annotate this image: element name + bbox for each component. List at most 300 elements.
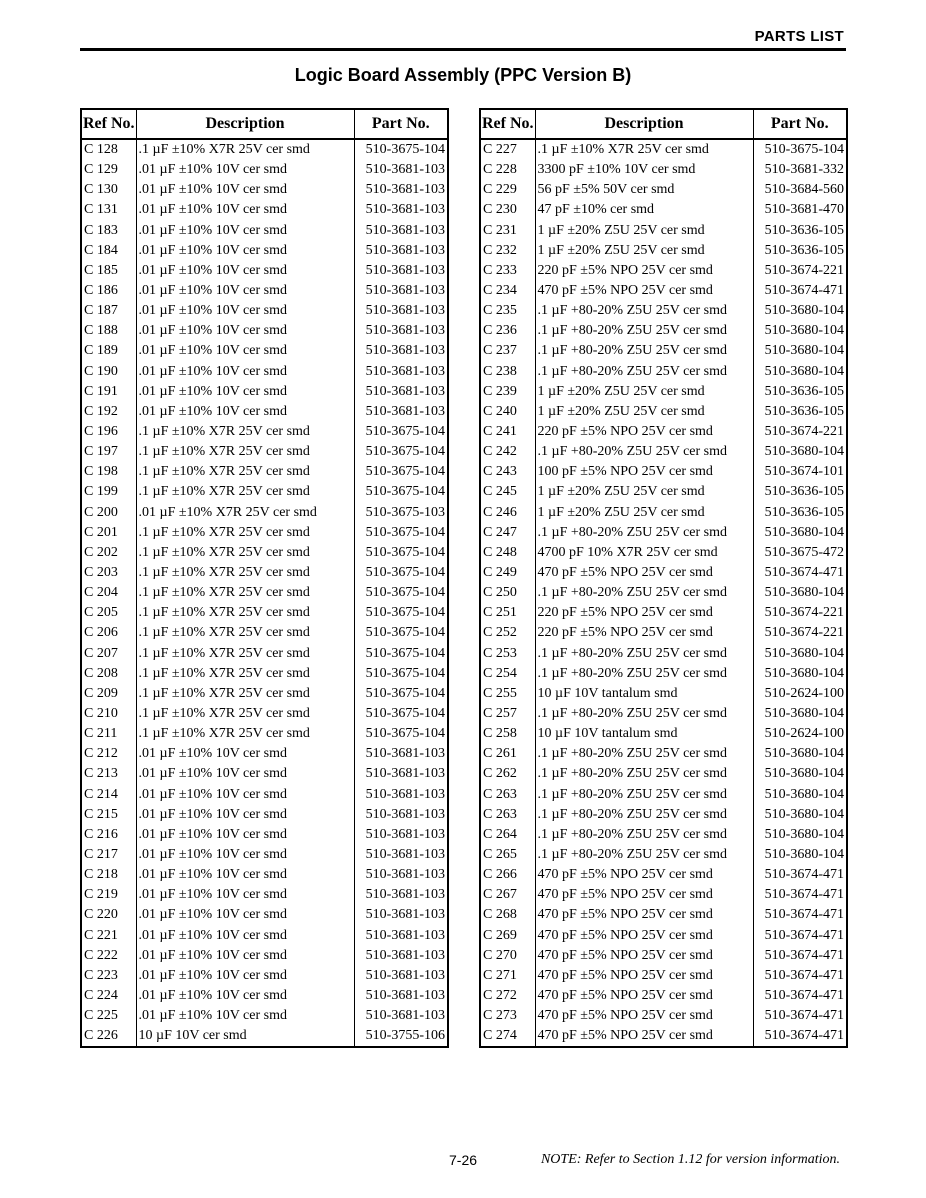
ref-cell: C 203: [81, 563, 136, 583]
table-row: [480, 422, 847, 442]
table-row: [480, 462, 847, 482]
part-number-cell: 510-3681-103: [365, 806, 445, 822]
table-row: [480, 805, 847, 825]
section-label: PARTS LIST: [754, 28, 844, 45]
description-cell: 470 pF ±5% NPO 25V cer smd: [535, 946, 753, 966]
table-row: [480, 241, 847, 261]
part-number-cell: 510-3681-103: [365, 907, 445, 923]
part-number-cell: 510-3675-104: [764, 142, 844, 158]
description-cell: 3300 pF ±10% 10V cer smd: [535, 160, 753, 180]
ref-cell: C 242: [480, 442, 535, 462]
ref-cell: C 270: [480, 946, 535, 966]
ref-cell: C 190: [81, 362, 136, 382]
ref-cell: C 225: [81, 1006, 136, 1026]
table-row: [480, 160, 847, 180]
description-cell: 1 µF ±20% Z5U 25V cer smd: [535, 482, 753, 502]
table-row: [480, 925, 847, 945]
part-number-cell: 510-3674-471: [764, 947, 844, 963]
table-row: [81, 603, 448, 623]
part-number-cell: 510-3674-471: [764, 283, 844, 299]
part-number-cell: 510-3680-104: [764, 524, 844, 540]
description-cell: 100 pF ±5% NPO 25V cer smd: [535, 462, 753, 482]
part-number-cell: 510-3674-471: [764, 967, 844, 983]
description-cell: 470 pF ±5% NPO 25V cer smd: [535, 986, 753, 1006]
ref-cell: C 268: [480, 905, 535, 925]
description-cell: .1 µF ±10% X7R 25V cer smd: [136, 684, 354, 704]
description-cell: .01 µF ±10% 10V cer smd: [136, 885, 354, 905]
part-number-cell: 510-3680-104: [764, 766, 844, 782]
ref-cell: C 269: [480, 925, 535, 945]
ref-cell: C 209: [81, 684, 136, 704]
table-row: [480, 362, 847, 382]
ref-cell: C 211: [81, 724, 136, 744]
ref-cell: C 233: [480, 261, 535, 281]
description-cell: .1 µF ±10% X7R 25V cer smd: [136, 623, 354, 643]
description-cell: 10 µF 10V tantalum smd: [535, 684, 753, 704]
table-row: [81, 422, 448, 442]
ref-cell: C 222: [81, 946, 136, 966]
ref-cell: C 214: [81, 785, 136, 805]
description-cell: 1 µF ±20% Z5U 25V cer smd: [535, 503, 753, 523]
description-cell: .01 µF ±10% 10V cer smd: [136, 925, 354, 945]
table-row: [81, 543, 448, 563]
part-number-cell: 510-3680-104: [764, 786, 844, 802]
part-number-cell: 510-3681-103: [365, 826, 445, 842]
ref-cell: C 183: [81, 221, 136, 241]
table-row: [480, 301, 847, 321]
ref-cell: C 184: [81, 241, 136, 261]
table-row: [81, 482, 448, 502]
ref-cell: C 208: [81, 664, 136, 684]
description-cell: 1 µF ±20% Z5U 25V cer smd: [535, 402, 753, 422]
version-note: NOTE: Refer to Section 1.12 for version information.: [540, 1152, 840, 1167]
part-number-cell: 510-3681-103: [365, 323, 445, 339]
ref-cell: C 220: [81, 905, 136, 925]
ref-cell: C 258: [480, 724, 535, 744]
description-cell: .01 µF ±10% 10V cer smd: [136, 785, 354, 805]
table-header-row: [81, 109, 448, 139]
table-row: [480, 885, 847, 905]
table-row: [480, 402, 847, 422]
description-cell: .01 µF ±10% 10V cer smd: [136, 744, 354, 764]
table-row: [480, 180, 847, 200]
ref-cell: C 226: [81, 1026, 136, 1047]
part-number-cell: 510-3681-103: [365, 283, 445, 299]
table-row: [81, 825, 448, 845]
part-number-cell: 510-2624-100: [764, 726, 844, 742]
description-cell: 47 pF ±10% cer smd: [535, 200, 753, 220]
table-row: [480, 482, 847, 502]
table-row: [480, 664, 847, 684]
table-row: [480, 603, 847, 623]
table-row: [480, 764, 847, 784]
part-number-cell: 510-3680-104: [764, 343, 844, 359]
part-number-cell: 510-3681-103: [365, 202, 445, 218]
description-cell: .01 µF ±10% 10V cer smd: [136, 382, 354, 402]
ref-cell: C 252: [480, 623, 535, 643]
description-cell: 1 µF ±20% Z5U 25V cer smd: [535, 221, 753, 241]
ref-cell: C 205: [81, 603, 136, 623]
part-number-cell: 510-3681-103: [365, 363, 445, 379]
part-number-cell: 510-3636-105: [764, 242, 844, 258]
table-row: [81, 724, 448, 744]
ref-cell: C 263: [480, 805, 535, 825]
description-cell: .1 µF +80-20% Z5U 25V cer smd: [535, 744, 753, 764]
table-row: [81, 986, 448, 1006]
table-row: [480, 523, 847, 543]
part-number-cell: 510-3681-103: [365, 162, 445, 178]
description-cell: .01 µF ±10% 10V cer smd: [136, 825, 354, 845]
part-number-cell: 510-3674-221: [764, 262, 844, 278]
description-cell: .1 µF ±10% X7R 25V cer smd: [136, 724, 354, 744]
ref-cell: C 254: [480, 664, 535, 684]
part-number-cell: 510-3675-104: [365, 585, 445, 601]
table-row: [81, 180, 448, 200]
part-number-cell: 510-3681-470: [764, 202, 844, 218]
ref-cell: C 219: [81, 885, 136, 905]
table-row: [81, 664, 448, 684]
table-row: [81, 1006, 448, 1026]
part-number-cell: 510-3674-221: [764, 605, 844, 621]
part-number-cell: 510-3674-221: [764, 625, 844, 641]
ref-cell: C 261: [480, 744, 535, 764]
part-number-cell: 510-3674-471: [764, 907, 844, 923]
description-cell: 220 pF ±5% NPO 25V cer smd: [535, 623, 753, 643]
table-row: [81, 362, 448, 382]
table-row: [81, 966, 448, 986]
description-cell: .1 µF ±10% X7R 25V cer smd: [136, 482, 354, 502]
description-cell: .01 µF ±10% 10V cer smd: [136, 160, 354, 180]
description-cell: .01 µF ±10% 10V cer smd: [136, 301, 354, 321]
description-cell: .1 µF +80-20% Z5U 25V cer smd: [535, 301, 753, 321]
ref-cell: C 218: [81, 865, 136, 885]
table-row: [81, 341, 448, 361]
part-number-cell: 510-3680-104: [764, 806, 844, 822]
ref-cell: C 235: [480, 301, 535, 321]
ref-cell: C 207: [81, 644, 136, 664]
description-cell: 56 pF ±5% 50V cer smd: [535, 180, 753, 200]
description-cell: .1 µF ±10% X7R 25V cer smd: [136, 664, 354, 684]
table-row: [480, 684, 847, 704]
ref-cell: C 228: [480, 160, 535, 180]
ref-cell: C 257: [480, 704, 535, 724]
description-cell: .01 µF ±10% 10V cer smd: [136, 362, 354, 382]
ref-cell: C 271: [480, 966, 535, 986]
page-number: 7-26: [449, 1152, 478, 1168]
ref-cell: C 200: [81, 503, 136, 523]
table-row: [81, 462, 448, 482]
table-row: [480, 1006, 847, 1026]
part-number-cell: 510-3675-104: [365, 565, 445, 581]
part-number-cell: 510-3681-103: [365, 403, 445, 419]
description-cell: .1 µF ±10% X7R 25V cer smd: [136, 523, 354, 543]
description-cell: 10 µF 10V tantalum smd: [535, 724, 753, 744]
description-cell: .01 µF ±10% 10V cer smd: [136, 865, 354, 885]
table-row: [81, 785, 448, 805]
table-row: [480, 644, 847, 664]
description-cell: 470 pF ±5% NPO 25V cer smd: [535, 563, 753, 583]
ref-cell: C 230: [480, 200, 535, 220]
description-cell: .1 µF ±10% X7R 25V cer smd: [136, 704, 354, 724]
part-number-cell: 510-3636-105: [764, 383, 844, 399]
table-row: [480, 704, 847, 724]
description-cell: .1 µF ±10% X7R 25V cer smd: [535, 139, 753, 160]
table-row: [81, 684, 448, 704]
part-number-cell: 510-3674-471: [764, 987, 844, 1003]
ref-cell: C 212: [81, 744, 136, 764]
description-cell: .1 µF ±10% X7R 25V cer smd: [136, 139, 354, 160]
part-number-cell: 510-3636-105: [764, 504, 844, 520]
description-cell: 470 pF ±5% NPO 25V cer smd: [535, 865, 753, 885]
table-row: [480, 905, 847, 925]
part-number-cell: 510-3681-103: [365, 1008, 445, 1024]
ref-cell: C 237: [480, 341, 535, 361]
part-number-cell: 510-3681-103: [365, 182, 445, 198]
description-cell: 10 µF 10V cer smd: [136, 1026, 354, 1047]
table-row: [480, 865, 847, 885]
ref-cell: C 251: [480, 603, 535, 623]
table-row: [81, 744, 448, 764]
ref-cell: C 272: [480, 986, 535, 1006]
part-number-cell: 510-3680-104: [764, 706, 844, 721]
table-row: [480, 281, 847, 301]
description-cell: 470 pF ±5% NPO 25V cer smd: [535, 1006, 753, 1026]
ref-cell: C 246: [480, 503, 535, 523]
part-number-cell: 510-3675-104: [365, 524, 445, 540]
description-cell: .01 µF ±10% 10V cer smd: [136, 764, 354, 784]
table-row: [480, 321, 847, 341]
ref-cell: C 185: [81, 261, 136, 281]
table-row: [480, 341, 847, 361]
ref-cell: C 249: [480, 563, 535, 583]
part-number-cell: 510-3675-472: [764, 544, 844, 560]
part-number-cell: 510-3680-104: [764, 746, 844, 762]
table-row: [81, 281, 448, 301]
ref-cell: C 129: [81, 160, 136, 180]
part-number-cell: 510-3675-104: [365, 726, 445, 742]
parts-table-right-body: [480, 139, 847, 1047]
description-cell: .01 µF ±10% 10V cer smd: [136, 905, 354, 925]
description-cell: .1 µF +80-20% Z5U 25V cer smd: [535, 845, 753, 865]
ref-cell: C 243: [480, 462, 535, 482]
table-row: [81, 644, 448, 664]
ref-cell: C 223: [81, 966, 136, 986]
part-number-cell: 510-3681-103: [365, 746, 445, 762]
description-cell: 470 pF ±5% NPO 25V cer smd: [535, 966, 753, 986]
table-row: [81, 241, 448, 261]
description-cell: .01 µF ±10% 10V cer smd: [136, 200, 354, 220]
description-column-header: Description: [535, 109, 753, 139]
table-row: [480, 261, 847, 281]
description-cell: .01 µF ±10% 10V cer smd: [136, 180, 354, 200]
ref-cell: C 224: [81, 986, 136, 1006]
part-number-cell: 510-3674-471: [764, 927, 844, 943]
part-number-cell: 510-3681-103: [365, 967, 445, 983]
part-number-cell: 510-3674-221: [764, 424, 844, 440]
description-cell: .1 µF ±10% X7R 25V cer smd: [136, 442, 354, 462]
table-row: [81, 139, 448, 160]
ref-cell: C 215: [81, 805, 136, 825]
ref-cell: C 227: [480, 139, 535, 160]
part-number-cell: 510-3681-103: [365, 987, 445, 1003]
description-column-header: Description: [136, 109, 354, 139]
table-row: [480, 543, 847, 563]
ref-cell: C 267: [480, 885, 535, 905]
part-number-cell: 510-3674-471: [764, 565, 844, 581]
ref-cell: C 196: [81, 422, 136, 442]
part-number-cell: 510-3680-104: [764, 323, 844, 339]
table-row: [81, 221, 448, 241]
part-number-cell: 510-3680-104: [764, 826, 844, 842]
description-cell: .1 µF +80-20% Z5U 25V cer smd: [535, 664, 753, 684]
ref-cell: C 232: [480, 241, 535, 261]
description-cell: .01 µF ±10% 10V cer smd: [136, 402, 354, 422]
description-cell: .1 µF +80-20% Z5U 25V cer smd: [535, 442, 753, 462]
table-row: [81, 402, 448, 422]
ref-cell: C 265: [480, 845, 535, 865]
table-row: [480, 966, 847, 986]
description-cell: .01 µF ±10% 10V cer smd: [136, 241, 354, 261]
part-number-cell: 510-3675-104: [365, 484, 445, 500]
part-number-cell: 510-3675-104: [365, 685, 445, 701]
description-cell: .01 µF ±10% 10V cer smd: [136, 281, 354, 301]
description-cell: .1 µF +80-20% Z5U 25V cer smd: [535, 644, 753, 664]
ref-cell: C 241: [480, 422, 535, 442]
ref-cell: C 238: [480, 362, 535, 382]
table-row: [480, 785, 847, 805]
table-row: [480, 382, 847, 402]
description-cell: .1 µF +80-20% Z5U 25V cer smd: [535, 785, 753, 805]
part-number-cell: 510-3680-104: [764, 585, 844, 601]
part-number-cell: 510-3681-103: [365, 947, 445, 963]
part-number-cell: 510-3680-104: [764, 303, 844, 319]
part-number-cell: 510-3684-560: [764, 182, 844, 198]
ref-cell: C 130: [81, 180, 136, 200]
ref-cell: C 250: [480, 583, 535, 603]
description-cell: 470 pF ±5% NPO 25V cer smd: [535, 1026, 753, 1047]
part-number-cell: 510-3674-471: [764, 867, 844, 883]
ref-cell: C 210: [81, 704, 136, 724]
parts-table-left-body: [81, 139, 448, 1047]
ref-cell: C 206: [81, 623, 136, 643]
ref-cell: C 213: [81, 764, 136, 784]
description-cell: .01 µF ±10% 10V cer smd: [136, 1006, 354, 1026]
description-cell: .1 µF ±10% X7R 25V cer smd: [136, 563, 354, 583]
table-row: [480, 503, 847, 523]
description-cell: .1 µF +80-20% Z5U 25V cer smd: [535, 523, 753, 543]
part-number-cell: 510-3681-103: [365, 383, 445, 399]
ref-cell: C 217: [81, 845, 136, 865]
ref-cell: C 202: [81, 543, 136, 563]
table-row: [81, 805, 448, 825]
table-row: [81, 925, 448, 945]
part-column-header: Part No.: [753, 109, 847, 139]
ref-cell: C 236: [480, 321, 535, 341]
part-number-cell: 510-3636-105: [764, 403, 844, 419]
ref-cell: C 192: [81, 402, 136, 422]
part-number-cell: 510-3681-103: [365, 242, 445, 258]
table-row: [81, 583, 448, 603]
ref-cell: C 239: [480, 382, 535, 402]
part-number-cell: 510-3675-103: [365, 504, 445, 520]
table-row: [81, 946, 448, 966]
part-number-cell: 510-3675-104: [365, 424, 445, 440]
ref-cell: C 216: [81, 825, 136, 845]
table-row: [81, 523, 448, 543]
ref-cell: C 245: [480, 482, 535, 502]
description-cell: .1 µF ±10% X7R 25V cer smd: [136, 422, 354, 442]
description-cell: 220 pF ±5% NPO 25V cer smd: [535, 422, 753, 442]
part-column-header: Part No.: [354, 109, 448, 139]
ref-cell: C 229: [480, 180, 535, 200]
ref-cell: C 197: [81, 442, 136, 462]
part-number-cell: 510-3680-104: [764, 363, 844, 379]
description-cell: .1 µF +80-20% Z5U 25V cer smd: [535, 805, 753, 825]
ref-cell: C 273: [480, 1006, 535, 1026]
part-number-cell: 510-3680-104: [764, 846, 844, 862]
description-cell: .01 µF ±10% 10V cer smd: [136, 321, 354, 341]
description-cell: .01 µF ±10% 10V cer smd: [136, 261, 354, 281]
ref-cell: C 186: [81, 281, 136, 301]
description-cell: .01 µF ±10% 10V cer smd: [136, 986, 354, 1006]
description-cell: 470 pF ±5% NPO 25V cer smd: [535, 925, 753, 945]
ref-cell: C 204: [81, 583, 136, 603]
part-number-cell: 510-3681-103: [365, 303, 445, 319]
ref-column-header: Ref No.: [480, 109, 535, 139]
ref-cell: C 274: [480, 1026, 535, 1047]
description-cell: .1 µF +80-20% Z5U 25V cer smd: [535, 704, 753, 724]
part-number-cell: 510-3681-103: [365, 766, 445, 782]
ref-cell: C 191: [81, 382, 136, 402]
part-number-cell: 510-3681-103: [365, 262, 445, 278]
part-number-cell: 510-3681-103: [365, 343, 445, 359]
table-row: [81, 382, 448, 402]
part-number-cell: 510-3681-103: [365, 222, 445, 238]
table-row: [81, 905, 448, 925]
ref-cell: C 231: [480, 221, 535, 241]
description-cell: .01 µF ±10% 10V cer smd: [136, 966, 354, 986]
description-cell: 470 pF ±5% NPO 25V cer smd: [535, 885, 753, 905]
ref-column-header: Ref No.: [81, 109, 136, 139]
part-number-cell: 510-3755-106: [365, 1028, 445, 1044]
part-number-cell: 510-3674-471: [764, 1008, 844, 1024]
table-row: [480, 221, 847, 241]
part-number-cell: 510-3675-104: [365, 464, 445, 480]
ref-cell: C 240: [480, 402, 535, 422]
part-number-cell: 510-3675-104: [365, 444, 445, 460]
part-number-cell: 510-3681-103: [365, 887, 445, 903]
ref-cell: C 248: [480, 543, 535, 563]
parts-table-left: [80, 108, 449, 1048]
description-cell: 220 pF ±5% NPO 25V cer smd: [535, 603, 753, 623]
description-cell: .01 µF ±10% 10V cer smd: [136, 946, 354, 966]
part-number-cell: 510-3681-103: [365, 867, 445, 883]
ref-cell: C 247: [480, 523, 535, 543]
ref-cell: C 221: [81, 925, 136, 945]
table-row: [480, 139, 847, 160]
table-row: [480, 563, 847, 583]
table-row: [81, 160, 448, 180]
description-cell: .1 µF ±10% X7R 25V cer smd: [136, 644, 354, 664]
description-cell: .1 µF +80-20% Z5U 25V cer smd: [535, 825, 753, 845]
table-row: [81, 1026, 448, 1047]
part-number-cell: 510-3681-103: [365, 786, 445, 802]
ref-cell: C 262: [480, 764, 535, 784]
description-cell: 470 pF ±5% NPO 25V cer smd: [535, 281, 753, 301]
table-row: [81, 885, 448, 905]
description-cell: 1 µF ±20% Z5U 25V cer smd: [535, 382, 753, 402]
part-number-cell: 510-3680-104: [764, 444, 844, 460]
